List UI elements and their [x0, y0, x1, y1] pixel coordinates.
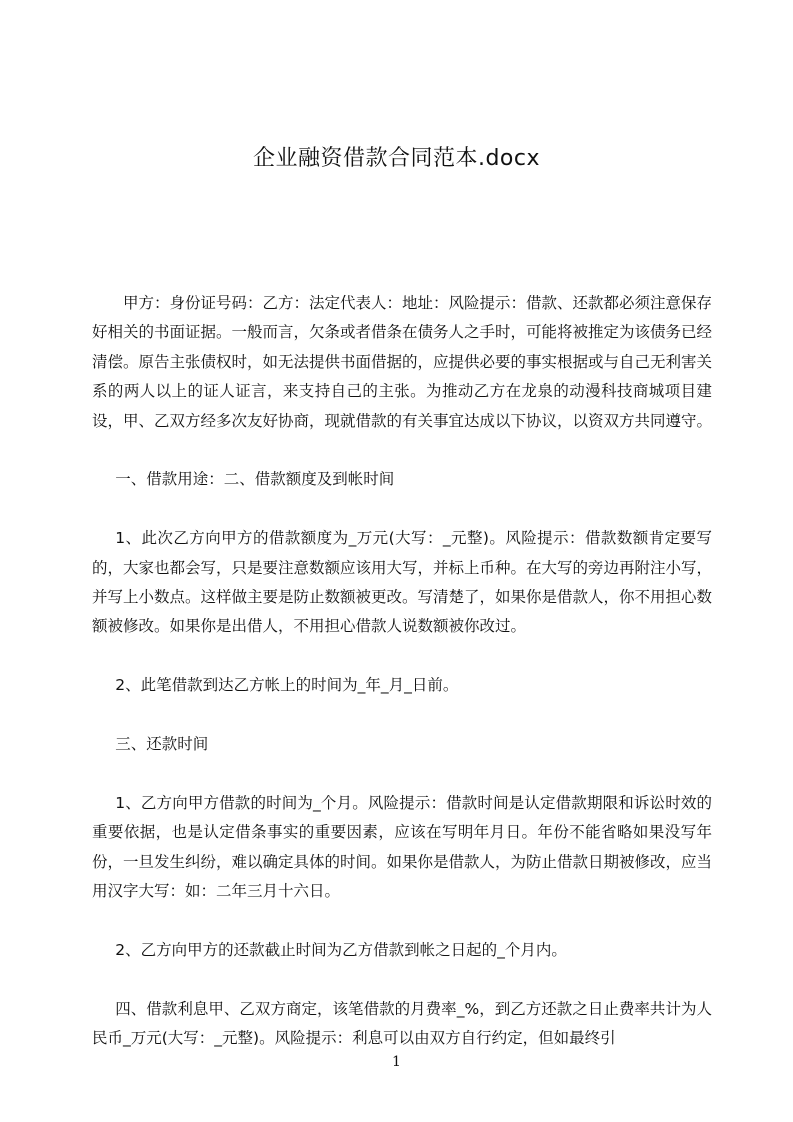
- page-number: 1: [392, 1054, 401, 1070]
- heading-loan-purpose: 一、借款用途：二、借款额度及到帐时间: [115, 470, 395, 489]
- paragraph-repayment-deadline: 2、乙方向甲方的还款截止时间为乙方借款到帐之日起的_个月内。: [115, 940, 567, 959]
- document-body: [92, 289, 712, 1083]
- paragraph-arrival-time: 2、此笔借款到达乙方帐上的时间为_年_月_日前。: [115, 676, 459, 695]
- paragraph-loan-period: 1、乙方向甲方借款的时间为_个月。风险提示：借款时间是认定借款期限和诉讼时效的重要依据，也是认定借条事实的重要因素，应该在写明年月日。年份不能省略如果没写年份，一旦发生纠纷，难以确定具体的时间。如果你是借款人，为防止借款日期被修改，应当用汉字大写：如：二年三月十六日。: [92, 793, 713, 901]
- paragraph-preamble: 甲方：身份证号码：乙方：法定代表人：地址：风险提示：借款、还款都必须注意保存好相关的书面证据。一般而言，欠条或者借条在债务人之手时，可能将被推定为该债务已经清偿。原告主张债权时，如无法提供书面借据的，应提供必要的事实根据或与自己无利害关系的两人以上的证人证言，来支持自己的主张。为推动乙方在龙泉的动漫科技商城项目建设，甲、乙双方经多次友好协商，现就借款的有关事宜达成以下协议，以资双方共同遵守。: [92, 294, 713, 430]
- document-title: 企业融资借款合同范本.docx: [252, 146, 541, 171]
- heading-repayment-time: 三、还款时间: [115, 735, 209, 754]
- paragraph-loan-amount: 1、此次乙方向甲方的借款额度为_万元(大写：_元整)。风险提示：借款数额肯定要写的，大家也都会写，只是要注意数额应该用大写，并标上币种。在大写的旁边再附注小写，并写上小数点。这样做主要是防止数额被更改。写清楚了，如果你是借款人，你不用担心数额被修改。如果你是出借人，不用担心借款人说数额被你改过。: [92, 529, 713, 636]
- paragraph-loan-interest: 四、借款利息甲、乙双方商定，该笔借款的月费率_%，到乙方还款之日止费率共计为人民币_万元(大写：_元整)。风险提示：利息可以由双方自行约定，但如最终引: [92, 999, 712, 1048]
